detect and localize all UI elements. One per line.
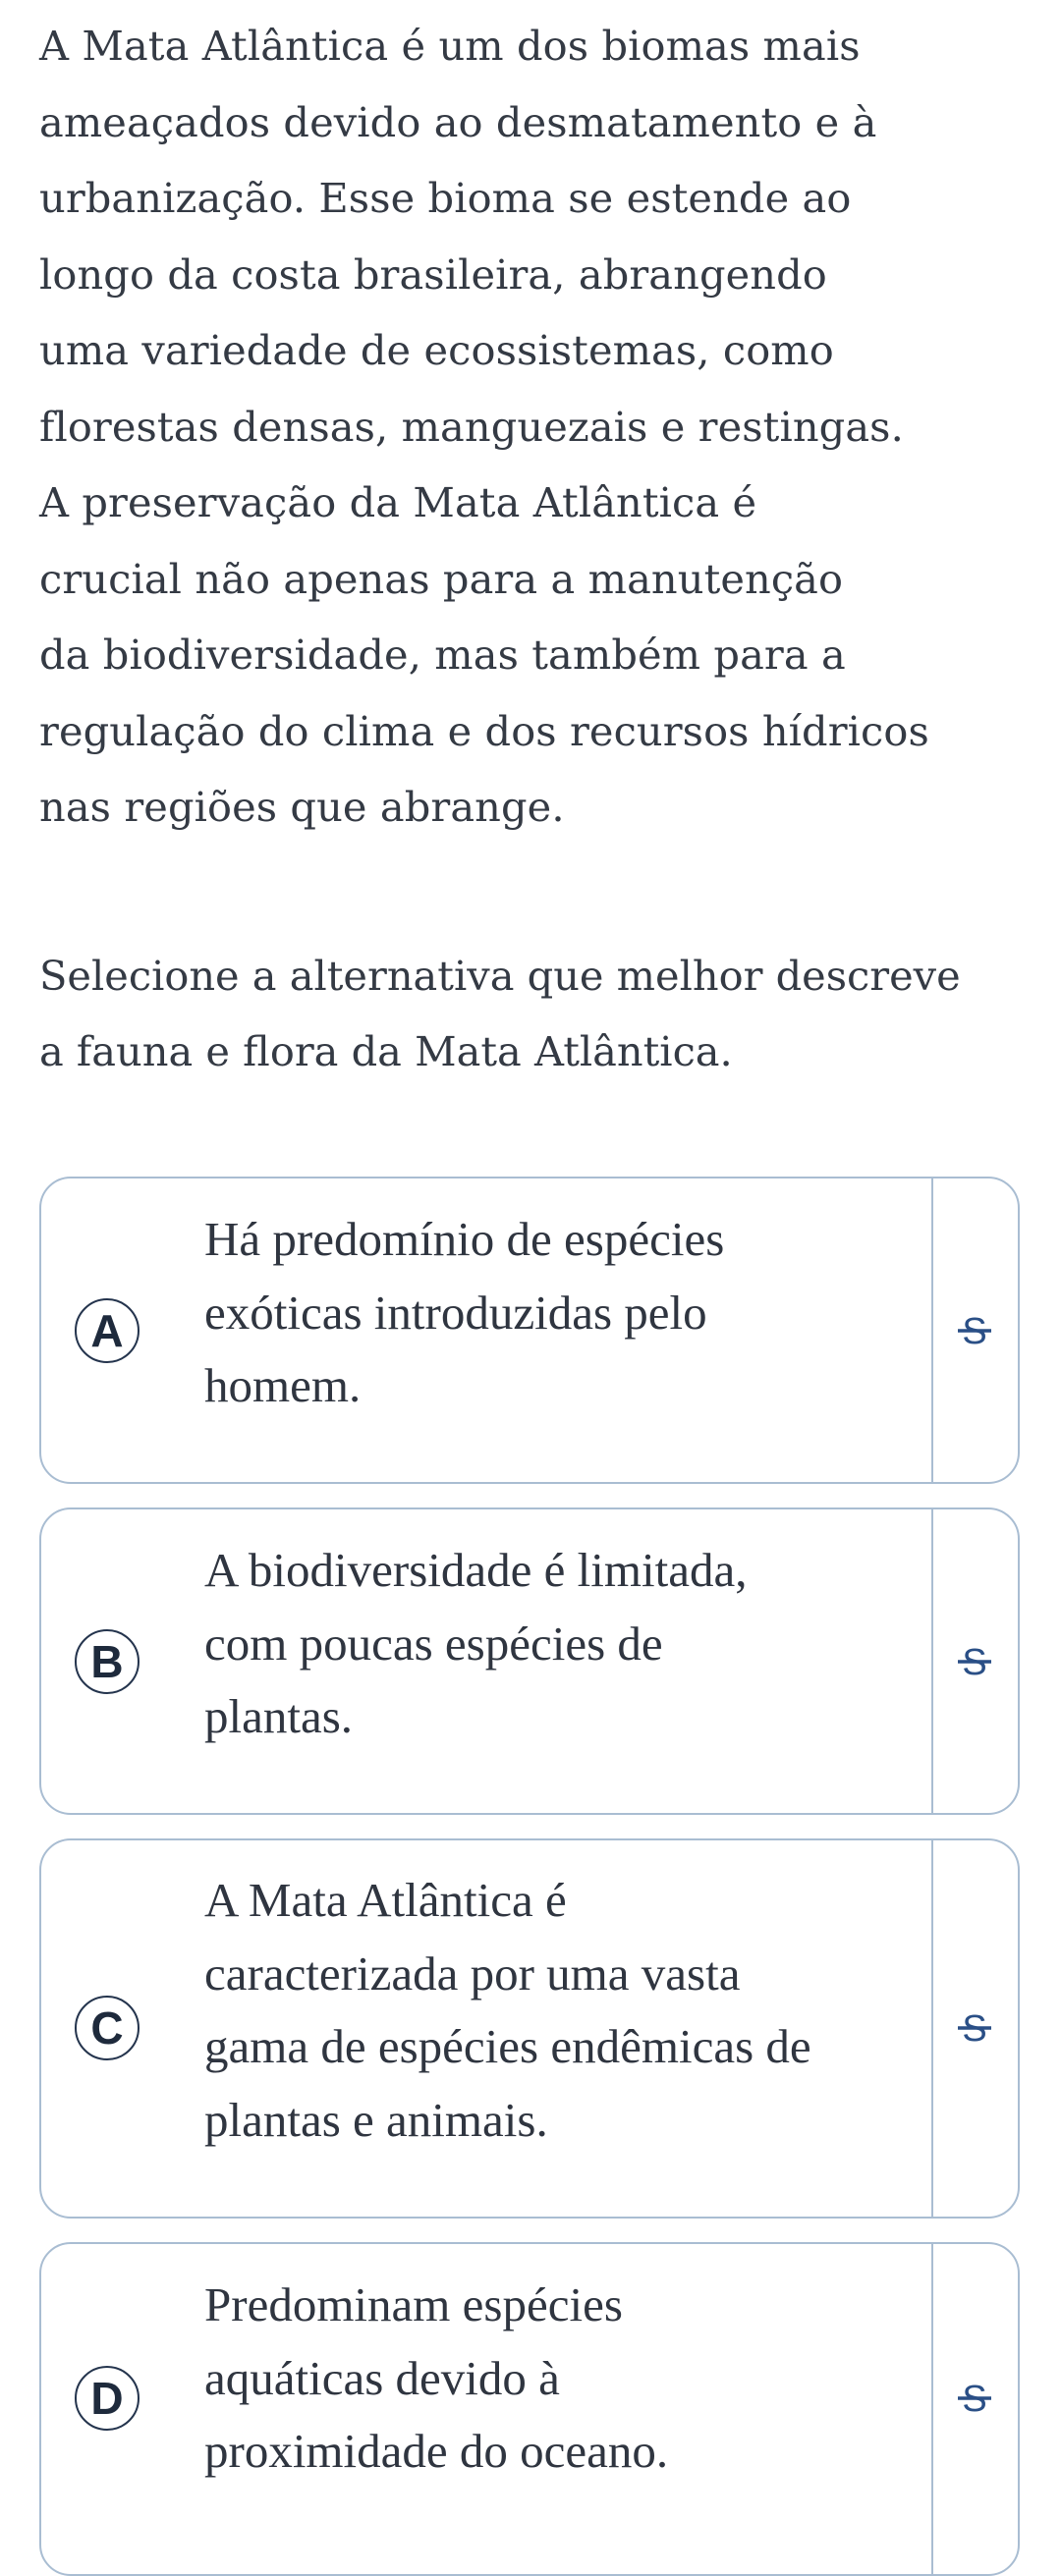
option-text-line: A Mata Atlântica é	[204, 1873, 567, 1927]
svg-text:S: S	[962, 2379, 987, 2420]
option-letter-badge: B	[75, 1629, 140, 1694]
passage-line: A preservação da Mata Atlântica é	[39, 478, 757, 526]
passage-line: ameaçados devido ao desmatamento e à	[39, 97, 877, 146]
passage-line: nas regiões que abrange.	[39, 783, 565, 831]
option-letter-badge: D	[75, 2366, 140, 2431]
question-line: Selecione a alternativa que melhor descreve	[39, 952, 961, 1000]
option-text-line: Predominam espécies	[204, 2277, 623, 2331]
option-text	[204, 1534, 921, 1754]
strikethrough-s-icon[interactable]	[933, 2369, 1016, 2428]
option-text	[204, 2269, 921, 2489]
option-text-line: proximidade do oceano.	[204, 2424, 669, 2478]
passage-line: florestas densas, manguezais e restingas.	[39, 402, 904, 451]
option-text-line: Há predomínio de espécies	[204, 1212, 725, 1266]
answer-option-b[interactable]	[39, 1507, 1020, 1815]
option-text-line: caracterizada por uma vasta	[204, 1946, 741, 2001]
option-letter-badge: C	[75, 1996, 140, 2060]
passage-line: A Mata Atlântica é um dos biomas mais	[39, 22, 861, 70]
option-text-line: aquáticas devido à	[204, 2350, 560, 2405]
answer-option-a[interactable]	[39, 1177, 1020, 1484]
option-text-line: gama de espécies endêmicas de	[204, 2019, 811, 2073]
option-text-line: exóticas introduzidas pelo	[204, 1285, 707, 1340]
passage-line: urbanização. Esse bioma se estende ao	[39, 174, 852, 222]
passage-text	[39, 8, 1022, 846]
option-text	[204, 1203, 921, 1423]
svg-text:S: S	[962, 1642, 987, 1683]
svg-text:S: S	[962, 2008, 987, 2050]
option-text-line: plantas e animais.	[204, 2092, 548, 2147]
question-prompt	[39, 938, 1032, 1089]
answer-option-d[interactable]	[39, 2242, 1020, 2576]
passage-line: longo da costa brasileira, abrangendo	[39, 249, 827, 299]
option-text-line: plantas.	[204, 1689, 354, 1743]
strikethrough-s-icon[interactable]	[933, 1632, 1016, 1691]
option-text-line: A biodiversidade é limitada,	[204, 1543, 748, 1597]
option-text-line: homem.	[204, 1358, 362, 1412]
strikethrough-s-icon[interactable]	[933, 1999, 1016, 2057]
option-text-line: com poucas espécies de	[204, 1616, 663, 1671]
passage-line: uma variedade de ecossistemas, como	[39, 326, 834, 374]
svg-text:S: S	[962, 1311, 987, 1352]
option-text	[204, 1864, 921, 2157]
passage-line: da biodiversidade, mas também para a	[39, 630, 846, 679]
question-line: a fauna e flora da Mata Atlântica.	[39, 1027, 733, 1075]
passage-line: regulação do clima e dos recursos hídricos	[39, 706, 929, 755]
strikethrough-s-icon[interactable]	[933, 1301, 1016, 1360]
option-letter-badge: A	[75, 1298, 140, 1363]
passage-line: crucial não apenas para a manutenção	[39, 554, 844, 603]
answer-option-c[interactable]	[39, 1838, 1020, 2219]
